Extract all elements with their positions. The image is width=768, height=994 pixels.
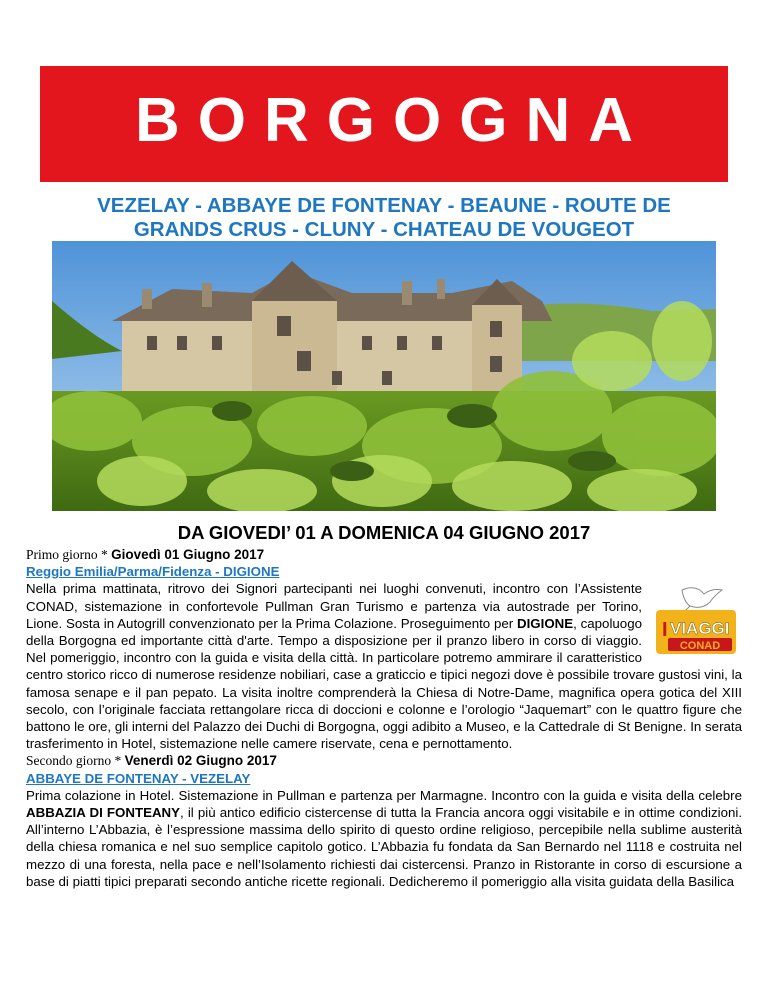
day-2-text-a: Prima colazione in Hotel. Sistemazione in Pullman e partenza per Marmagne. Incontro con la guida e visita della celebre (26, 787, 742, 803)
day-2-date: Venerdì 02 Giugno 2017 (124, 753, 277, 769)
day-1-highlight: DIGIONE (516, 615, 574, 631)
day-1-route: Reggio Emilia/Parma/Fidenza - DIGIONE (26, 564, 280, 580)
day-1-text-b: , capoluogo della Borgogna ed importante città d'arte. Tempo a disposizione per il pranzo libero in corso di viaggio. Nel pomeriggio, incontro con la guida e visita della città. In particolare potremo ammirare il caratteristico centro storico ricco di numerose residenze nobiliari, case a graticcio e tipici negozi dove è possibile trovare gustosi vini, la famosa senape e il pan pepato. La visita inoltre comprenderà la Chiesa di Notre-Dame, magnifica opera gotica del XIII secolo, con l’originale facciata rettangolare ricca di doccioni e colonne e l’orologio “Jaquemart” con le quattro figure che battono le ore, gli interni del Palazzo dei Duchi di Borgogna, oggi adibito a Museo, e la Cattedrale di St Benigne. In serata trasferimento in Hotel, sistemazione nelle camere riservate, cena e pernottamento. (26, 615, 742, 752)
day-1-header (26, 546, 742, 563)
day-2-description (26, 787, 742, 890)
day-2-highlight: ABBAZIA DI FONTEANY (26, 805, 181, 821)
page-title: BORGOGNA (135, 86, 651, 155)
chateau-vineyard-illustration (52, 241, 716, 511)
viaggi-conad-logo (652, 584, 740, 658)
dove-logo-icon (652, 584, 740, 658)
subtitle-line-2: GRANDS CRUS - CLUNY - CHATEAU DE VOUGEOT (133, 218, 635, 241)
destinations-subtitle (40, 194, 728, 242)
logo-i: I (662, 619, 668, 642)
day-1-label: Primo giorno * (26, 547, 108, 562)
day-2-label: Secondo giorno * (26, 753, 122, 769)
day-1-text-a: Nella prima mattinata, ritrovo dei Signori partecipanti nei luoghi convenuti, incontro con l’Assistente CONAD, sistemazione in confortevole Pullman Gran Turismo e partenza via autostrade per Torino, Lione. Sosta in Autogrill convenzionato per la Prima Colazione. Proseguimento per (26, 581, 642, 631)
tour-dates: DA GIOVEDI’ 01 A DOMENICA 04 GIUGNO 2017 (177, 522, 591, 543)
title-banner (40, 66, 728, 182)
day-1-description (26, 580, 742, 752)
day-2-route: ABBAYE DE FONTENAY - VEZELAY (26, 770, 251, 786)
day-2-text-b: , il più antico edificio cistercense di tutta la Francia ancora oggi visitabile e in ottime condizioni. All’interno L’Abbazia, è l’espressione massima dello spirito di questo ordine religioso, percepibile nella sublime austerità della chiesa romanica e nel suo semplice capitolo gotico. L’Abbazia fu fondata da San Bernardo nel 1118 e costruita nel mezzo di una foresta, nella pace e nell’Isolamento richiesti dai cistercensi. Pranzo in Ristorante in corso di escursione a base di piatti tipici preparati secondo antiche ricette regionali. Dedicheremo il pomeriggio alla visita guidata della Basilica (26, 805, 743, 889)
day-1-date: Giovedì 01 Giugno 2017 (111, 547, 265, 562)
logo-viaggi: VIAGGI (670, 619, 730, 639)
logo-conad: CONAD (679, 640, 721, 653)
subtitle-line-1: VEZELAY - ABBAYE DE FONTENAY - BEAUNE - ROUTE DE (97, 194, 671, 217)
chateau-photo (52, 241, 716, 511)
day-2-header (26, 752, 742, 769)
itinerary (26, 546, 742, 890)
